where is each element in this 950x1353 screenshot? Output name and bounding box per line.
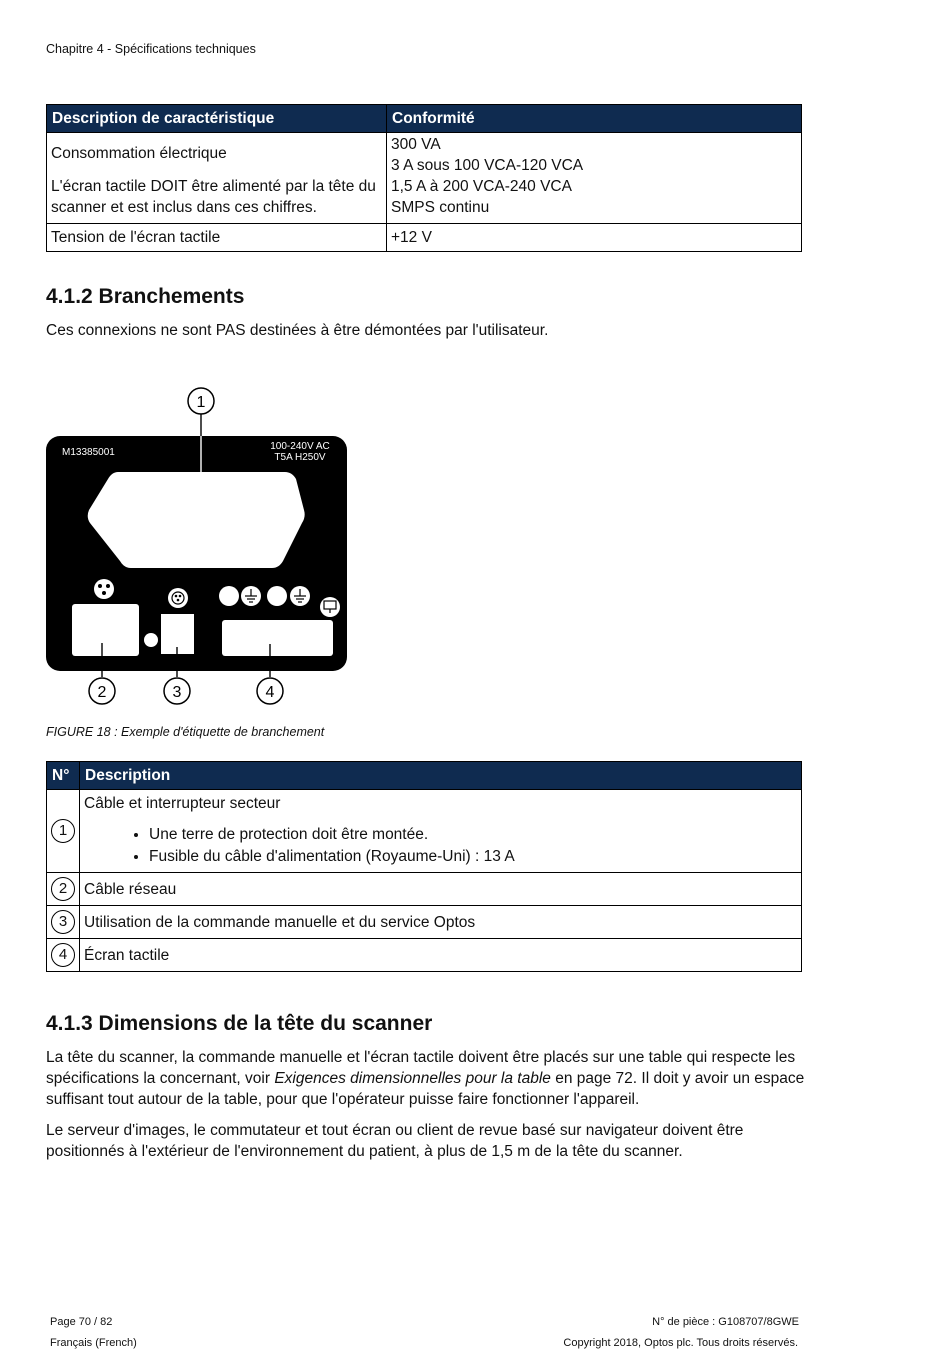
label-rating-voltage: 100-240V AC [270,441,330,452]
paragraph-text: en page 72. Il doit y avoir un espace suffisant tout autour de la table, pour que l'opérateur puisse faire fonctionner l'appareil. [46,1070,805,1108]
table-cell: Écran tactile [80,939,802,972]
running-header: Chapitre 4 - Spécifications techniques [46,42,256,56]
touchscreen-port [222,620,333,656]
table-cell: SMPS continu [391,199,490,216]
table-row [47,133,802,224]
mains-inlet-icon [88,472,305,568]
table-cell: 1,5 A à 200 VCA-240 VCA [391,178,572,195]
table-row [47,906,802,939]
connection-label-figure [46,385,348,710]
power-spec-table [46,104,802,252]
callout-number-3: 3 [172,684,182,701]
bullet-list [84,824,797,868]
paragraph [46,1047,806,1110]
table-row [47,873,802,906]
table-cell: Câble réseau [80,873,802,906]
section-heading: 4.1.2 Branchements [46,285,245,308]
status-led-icon [144,633,158,647]
connections-table [46,761,802,972]
table-header: N° [47,762,80,790]
table-cell: Utilisation de la commande manuelle et du service Optos [80,906,802,939]
table-cell: Consommation électrique [51,145,227,162]
paragraph: Le serveur d'images, le commutateur et tout écran ou client de revue basé sur navigateur doivent être positionnés à l'extérieur de l'environnement du patient, à plus de 1,5 m de la tête du scanner. [46,1122,744,1160]
table-row [47,790,802,873]
table-cell: 300 VA [391,136,441,153]
callout-number-2: 2 [97,684,107,701]
table-header: Conformité [387,105,802,133]
table-cell: +12 V [387,224,802,252]
monitor-icon [320,597,340,617]
table-header: Description de caractéristique [47,105,387,133]
footer-language: Français (French) [50,1337,137,1349]
row-number-badge: 3 [51,910,75,934]
footer-page-number: Page 70 / 82 [50,1316,113,1328]
table-cell: L'écran tactile DOIT être alimenté par la tête du scanner et est inclus dans ces chiffres. [51,178,376,216]
power-dot-icon [267,586,287,606]
list-item: • Fusible du câble d'alimentation (Royaume-Uni) : 13 A [149,846,797,868]
network-port [72,604,139,656]
table-cell: Tension de l'écran tactile [47,224,387,252]
section-intro: Ces connexions ne sont PAS destinées à être démontées par l'utilisateur. [46,322,549,339]
table-row [47,939,802,972]
callout-number-4: 4 [265,684,275,701]
table-header: Description [80,762,802,790]
label-part-number: M13385001 [62,447,115,458]
figure-caption: FIGURE 18 : Exemple d'étiquette de branchement [46,725,325,739]
table-row [47,224,802,252]
service-connector-icon [168,588,188,608]
row-number-badge: 4 [51,943,75,967]
paragraph-text: La tête du scanner, la commande manuelle et l'écran tactile doivent être placés sur une table qui respecte les spécifications la concernant, voir [46,1049,796,1087]
row-number-badge: 2 [51,877,75,901]
power-dot-icon [219,586,239,606]
label-rating-fuse: T5A H250V [274,452,326,463]
callout-number-1: 1 [196,394,206,411]
row-number-badge: 1 [51,819,75,843]
footer-part-number: N° de pièce : G108707/8GWE [652,1316,799,1328]
footer-copyright: Copyright 2018, Optos plc. Tous droits réservés. [563,1337,798,1349]
network-icon [94,579,114,599]
section-heading: 4.1.3 Dimensions de la tête du scanner [46,1012,433,1035]
list-item: • Une terre de protection doit être montée. [149,824,797,846]
table-cell: 3 A sous 100 VCA-120 VCA [391,157,584,174]
table-cell: Câble et interrupteur secteur [84,795,281,812]
cross-reference-link[interactable]: Exigences dimensionnelles pour la table [274,1070,551,1087]
